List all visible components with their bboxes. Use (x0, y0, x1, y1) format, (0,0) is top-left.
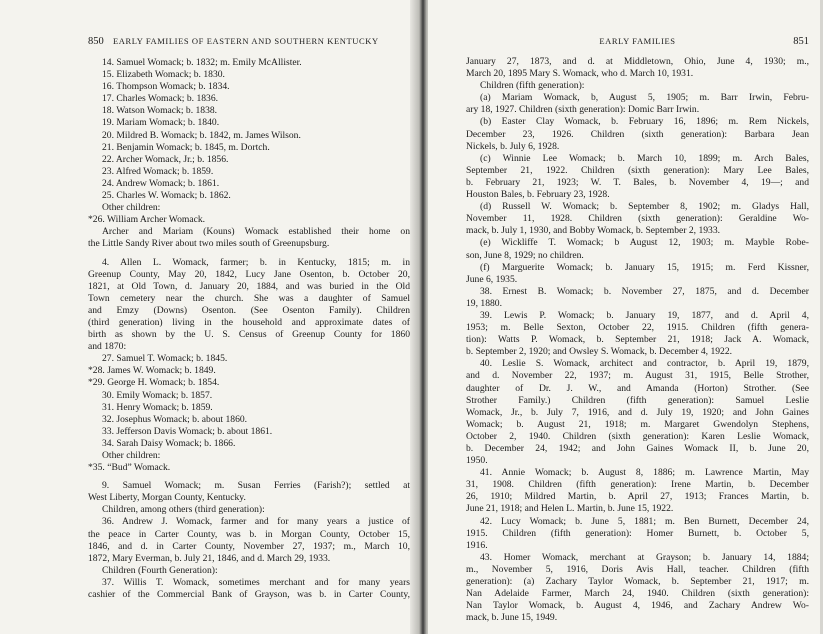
text-line: 1916. (466, 539, 488, 551)
text-line: Womack; b. August 21, 1918; m. Margaret Gwendolyn Stephens, (466, 418, 809, 430)
text-line: 19, 1880. (466, 297, 502, 309)
text-line: 39. Lewis P. Womack; b. January 19, 1877, and d. April 4, (480, 309, 809, 321)
text-line: Other children: (102, 202, 161, 214)
text-line: October 2, 1940. Children (sixth generation): Karen Leslie Womack, (466, 430, 809, 442)
text-line: the peace in Carter County, was b. in Morgan County, October 15, (88, 528, 410, 540)
text-line: 15. Elizabeth Womack; b. 1830. (102, 69, 225, 81)
left-page-header (88, 36, 410, 47)
text-line: and d. November 22, 1937; m. August 31, 1915, Belle Strother, (466, 370, 809, 382)
running-head-right: EARLY FAMILIES (599, 36, 676, 46)
text-line: 17. Charles Womack; b. 1836. (102, 93, 219, 105)
text-line: Children (Fourth Generation): (102, 564, 218, 576)
text-line: 40. Leslie S. Womack, architect and contractor, b. April 19, 1879, (480, 358, 809, 370)
text-line: (a) Mariam Womack, b, August 5, 1905; m. Barr Irwin, Febru- (480, 92, 809, 104)
text-line: cashier of the Commercial Bank of Grayson, was b. in Carter County, (88, 589, 410, 601)
text-line: 1846, and d. in Carter County, November 27, 1937; m., March 10, (88, 540, 410, 552)
text-line: 36. Andrew J. Womack, farmer and for many years a justice of (102, 516, 410, 528)
text-line: 21. Benjamin Womack; b. 1845, m. Dortch. (102, 141, 270, 153)
text-line: son, June 8, 1929; no children. (466, 249, 584, 261)
text-line: 1915. Children (fifth generation): Homer Burnett, b. October 5, (466, 527, 809, 539)
text-line: *26. William Archer Womack. (88, 214, 206, 226)
text-line: 25. Charles W. Womack; b. 1862. (102, 190, 231, 202)
text-line: June 21, 1918; and Helen L. Martin, b. June 15, 1922. (466, 503, 674, 515)
text-line: mack, b. July 1, 1930, and Bobby Womack, b. September 2, 1933. (466, 225, 721, 237)
text-line: 31. Henry Womack; b. 1859. (102, 401, 213, 413)
text-line: Greenup County, May 20, 1842, Lucy Jane Osenton, b. October 20, (88, 268, 410, 280)
text-line: 33. Jefferson Davis Womack; b. about 1861. (102, 425, 273, 437)
text-line: Strother Family.) Children (fifth generation): Samuel Leslie (466, 394, 809, 406)
text-line: 31, 1908. Children (fifth generation): Irene Martin, b. December (466, 479, 809, 491)
text-line: Houston Bales, b. February 23, 1928. (466, 189, 610, 201)
text-line: m., November 5, 1916, Doris Avis Hall, teacher. Children (fifth (466, 563, 809, 575)
text-line: mack, b. June 15, 1949. (466, 612, 558, 624)
right-page-header (466, 36, 809, 46)
text-line: November 11, 1928. Children (sixth generation): Geraldine Wo- (466, 213, 809, 225)
text-line: b. September 2, 1920; and Owsley S. Womack, b. December 4, 1922. (466, 346, 733, 358)
text-line: 4. Allen L. Womack, farmer; b. in Kentucky, 1815; m. in (102, 256, 410, 268)
text-line: tion): Watts P. Womack, b. September 21, 1918; Jack A. Womack, (466, 334, 809, 346)
text-line: December 23, 1926. Children (sixth generation): Barbara Jean (466, 128, 809, 140)
running-head-left: EARLY FAMILIES OF EASTERN AND SOUTHERN KENTUCKY (112, 36, 379, 46)
text-line: daughter of Dr. J. W., and Amanda (Horton) Strother. (See (466, 382, 809, 394)
text-line: the Little Sandy River about two miles south of Greenupsburg. (88, 238, 330, 250)
page-number-left: 850 (88, 36, 104, 47)
text-line: birth as shown by the U. S. Census of Greenup County for 1860 (88, 329, 410, 341)
text-line: 19. Mariam Womack; b. 1840. (102, 117, 220, 129)
text-line: *35. “Bud” Womack. (88, 462, 171, 474)
text-line: 43. Homer Womack, merchant at Grayson; b. January 14, 1884; (480, 551, 809, 563)
text-line: ary 18, 1927. Children (sixth generation): Domic Barr Irwin. (466, 104, 700, 116)
text-line: Town cemetery near the church. She was a daughter of Samuel (88, 292, 410, 304)
text-line: West Liberty, Morgan County, Kentucky. (88, 492, 246, 504)
text-line: 41. Annie Womack; b. August 8, 1886; m. Lawrence Martin, May (480, 467, 809, 479)
text-line: 20. Mildred B. Womack; b. 1842, m. James Wilson. (102, 129, 301, 141)
text-line: and 1870: (88, 341, 127, 353)
text-line: *28. James W. Womack; b. 1849. (88, 365, 216, 377)
text-line: Nan Taylor Womack, b. August 4, 1946, and Zachary Andrew Wo- (466, 600, 809, 612)
text-line: 1821, at Old Town, d. January 20, 1884, and was buried in the Old (88, 280, 410, 292)
text-line: 1950. (466, 455, 488, 467)
text-line: January 27, 1873, and d. at Middletown, Ohio, June 4, 1930; m., (466, 56, 809, 67)
right-page-body (466, 56, 809, 624)
text-line: 22. Archer Womack, Jr.; b. 1856. (102, 153, 229, 165)
text-line: Nickels, b. July 6, 1928. (466, 140, 560, 152)
page-number-right: 851 (793, 36, 809, 47)
text-line: Nan Adelaide Farmer, March 24, 1940. Children (sixth generation): (466, 588, 809, 600)
text-line: September 21, 1922. Children (sixth generation): Mary Lee Bales, (466, 164, 809, 176)
text-line: 18. Watson Womack; b. 1838. (102, 105, 218, 117)
text-line: 34. Sarah Daisy Womack; b. 1866. (102, 437, 236, 449)
text-line: (c) Winnie Lee Womack; b. March 10, 1899; m. Arch Bales, (480, 152, 809, 164)
text-line: 23. Alfred Womack; b. 1859. (102, 165, 214, 177)
text-line: 38. Ernest B. Womack; b. November 27, 1875, and d. December (480, 285, 809, 297)
text-line: 30. Emily Womack; b. 1857. (102, 389, 213, 401)
text-line: 26, 1910; Mildred Martin, b. April 27, 1913; Frances Martin, b. (466, 491, 809, 503)
text-line: b. December 24, 1942; and John Gaines Womack II, b. June 20, (466, 443, 809, 454)
text-line: generation): (a) Zachary Taylor Womack, b. September 21, 1917; m. (466, 576, 809, 588)
text-line: 37. Willis T. Womack, sometimes merchant and for many years (102, 576, 410, 588)
right-page (428, 0, 823, 634)
text-line: (e) Wickliffe T. Womack; b August 12, 1903; m. Mayble Robe- (480, 237, 809, 249)
text-line: (f) Marguerite Womack; b. January 15, 1915; m. Ferd Kissner, (480, 261, 809, 273)
text-line: *29. George H. Womack; b. 1854. (88, 377, 220, 389)
text-line: (third generation) living in the household and approximate dates of (88, 316, 410, 328)
text-line: 1953; m. Belle Sexton, October 22, 1915. Children (fifth genera- (466, 322, 809, 334)
text-line: 42. Lucy Womack; b. June 5, 1881; m. Ben Burnett, December 24, (480, 515, 809, 527)
text-line: 14. Samuel Womack; b. 1832; m. Emily McAllister. (102, 57, 302, 68)
text-line: 16. Thompson Womack; b. 1834. (102, 81, 230, 93)
text-line: 24. Andrew Womack; b. 1861. (102, 177, 220, 189)
text-line: March 20, 1895 Mary S. Womack, who d. March 10, 1931. (466, 68, 694, 80)
text-line: 27. Samuel T. Womack; b. 1845. (102, 353, 228, 365)
text-line: June 6, 1935. (466, 273, 518, 285)
text-line: Children, among others (third generation): (102, 504, 265, 516)
text-line: Womack, Jr., b. July 7, 1916, and d. July 19, 1920; and John Gaines (466, 406, 809, 418)
text-line: Children (fifth generation): (480, 80, 585, 92)
text-line: Other children: (102, 450, 161, 461)
left-page-body (88, 57, 410, 601)
text-line: 9. Samuel Womack; m. Susan Ferries (Farish?); settled at (102, 480, 410, 492)
text-line: 1872, Mary Everman, b. July 21, 1846, and d. March 29, 1933. (88, 552, 331, 564)
text-line: b. February 21, 1923; W. T. Bales, b. November 4, 19—; and (466, 176, 809, 188)
text-line: (d) Russell W. Womack; b. September 8, 1902; m. Gladys Hall, (480, 201, 809, 213)
text-line: (b) Easter Clay Womack, b. February 16, 1896; m. Rem Nickels, (480, 116, 809, 128)
text-line: Archer and Mariam (Kouns) Womack established their home on (102, 226, 410, 238)
text-line: and Emzy (Downs) Osenton. (See Osenton Family). Children (88, 304, 410, 316)
text-line: 32. Josephus Womack; b. about 1860. (102, 413, 248, 425)
